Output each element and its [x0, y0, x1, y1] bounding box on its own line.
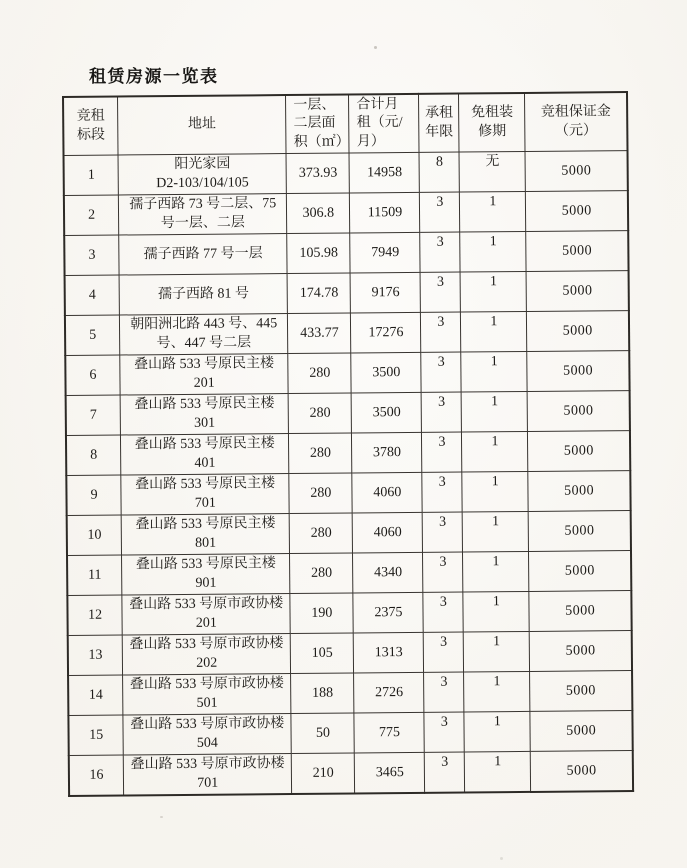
- cell-lease-years: 3: [420, 192, 460, 232]
- cell-deposit: 5000: [530, 671, 632, 712]
- table-header: [63, 92, 627, 156]
- cell-address: 朝阳洲北路 443 号、445 号、447 号二层: [120, 314, 288, 355]
- cell-lease-years: 3: [420, 232, 460, 272]
- cell-bid-no: 14: [68, 675, 123, 715]
- cell-free-period: 1: [463, 592, 529, 633]
- cell-lease-years: 3: [422, 432, 462, 472]
- table-row: [66, 391, 630, 436]
- table-row: [67, 591, 631, 636]
- cell-free-period: 1: [460, 232, 526, 273]
- cell-area: 210: [292, 753, 356, 794]
- cell-area: 280: [289, 513, 353, 554]
- cell-address: 叠山路 533 号原市政协楼 504: [123, 714, 291, 755]
- cell-deposit: 5000: [526, 191, 628, 232]
- header-bid-section: 竞租 标段: [63, 97, 118, 156]
- cell-rent: 2375: [353, 593, 423, 634]
- cell-bid-no: 3: [64, 235, 119, 275]
- table-row: [69, 751, 633, 796]
- cell-lease-years: 3: [420, 272, 460, 312]
- cell-bid-no: 5: [65, 315, 120, 355]
- cell-deposit: 5000: [525, 151, 627, 192]
- cell-address: 孺子西路 77 号一层: [119, 234, 287, 275]
- cell-address: 叠山路 533 号原民主楼 301: [120, 394, 288, 435]
- cell-address: 叠山路 533 号原民主楼 401: [121, 434, 289, 475]
- cell-rent: 4060: [353, 513, 423, 554]
- cell-free-period: 1: [461, 312, 527, 353]
- cell-rent: 7949: [350, 233, 420, 274]
- scan-speck: [500, 857, 503, 860]
- cell-rent: 4060: [352, 473, 422, 514]
- cell-address: 叠山路 533 号原民主楼 201: [120, 354, 288, 395]
- table-row: [64, 151, 628, 196]
- cell-deposit: 5000: [530, 711, 632, 752]
- page-title: 租赁房源一览表: [89, 67, 219, 86]
- cell-bid-no: 16: [69, 755, 124, 796]
- cell-address: 叠山路 533 号原市政协楼 701: [123, 754, 291, 796]
- cell-area: 280: [288, 393, 352, 434]
- cell-deposit: 5000: [527, 351, 629, 392]
- cell-area: 280: [289, 433, 353, 474]
- cell-deposit: 5000: [529, 551, 631, 592]
- cell-free-period: 1: [464, 672, 530, 713]
- cell-area: 50: [291, 713, 355, 754]
- table-row: [66, 471, 630, 516]
- cell-lease-years: 3: [423, 592, 463, 632]
- cell-bid-no: 2: [64, 195, 119, 235]
- cell-address: 叠山路 533 号原民主楼 801: [121, 514, 289, 555]
- cell-area: 280: [289, 473, 353, 514]
- table-row: [65, 271, 629, 316]
- cell-address: 孺子西路 81 号: [119, 274, 287, 315]
- scan-speck: [374, 46, 377, 49]
- cell-rent: 17276: [351, 313, 421, 354]
- header-floor-area: 一层、 二层面 积（㎡）: [286, 94, 350, 153]
- rental-table-wrap: [62, 91, 634, 797]
- header-address: 地址: [118, 95, 287, 155]
- cell-area: 373.93: [286, 153, 350, 194]
- cell-lease-years: 3: [424, 672, 464, 712]
- cell-deposit: 5000: [530, 631, 632, 672]
- cell-deposit: 5000: [526, 271, 628, 312]
- cell-address: 叠山路 533 号原民主楼 701: [121, 474, 289, 515]
- cell-bid-no: 9: [66, 475, 121, 515]
- cell-address: 叠山路 533 号原市政协楼 201: [122, 594, 290, 635]
- cell-rent: 14958: [349, 153, 419, 194]
- cell-deposit: 5000: [529, 511, 631, 552]
- cell-lease-years: 3: [422, 472, 462, 512]
- scan-speck: [160, 816, 163, 818]
- header-row: [63, 92, 627, 156]
- cell-lease-years: 3: [421, 392, 461, 432]
- cell-rent: 9176: [350, 273, 420, 314]
- cell-bid-no: 13: [68, 635, 123, 675]
- cell-free-period: 1: [465, 752, 531, 793]
- cell-deposit: 5000: [527, 311, 629, 352]
- cell-area: 190: [290, 593, 354, 634]
- cell-address: 叠山路 533 号原市政协楼 501: [123, 674, 291, 715]
- cell-rent: 11509: [350, 193, 420, 234]
- cell-bid-no: 11: [67, 555, 122, 595]
- cell-area: 280: [290, 553, 354, 594]
- cell-lease-years: 3: [423, 552, 463, 592]
- cell-address: 孺子西路 73 号二层、75 号一层、二层: [119, 194, 287, 235]
- cell-area: 105: [290, 633, 354, 674]
- cell-free-period: 1: [461, 392, 527, 433]
- table-row: [68, 671, 632, 716]
- cell-free-period: 无: [459, 152, 525, 193]
- cell-area: 433.77: [288, 313, 352, 354]
- table-row: [65, 351, 629, 396]
- table-row: [68, 711, 632, 756]
- cell-area: 105.98: [287, 233, 351, 274]
- cell-free-period: 1: [460, 192, 526, 233]
- cell-lease-years: 8: [419, 152, 459, 192]
- cell-lease-years: 3: [424, 712, 464, 752]
- table-body: [64, 151, 634, 796]
- cell-rent: 3780: [352, 433, 422, 474]
- cell-free-period: 1: [463, 512, 529, 553]
- table-row: [68, 631, 632, 676]
- cell-bid-no: 7: [66, 395, 121, 435]
- table-row: [64, 231, 628, 276]
- table-row: [67, 511, 631, 556]
- header-monthly-rent: 合计月 租（元/ 月）: [349, 94, 419, 154]
- cell-bid-no: 1: [64, 155, 119, 195]
- cell-rent: 2726: [354, 673, 424, 714]
- cell-deposit: 5000: [526, 231, 628, 272]
- cell-deposit: 5000: [528, 471, 630, 512]
- cell-free-period: 1: [463, 552, 529, 593]
- cell-area: 306.8: [287, 193, 351, 234]
- cell-deposit: 5000: [529, 591, 631, 632]
- cell-free-period: 1: [464, 712, 530, 753]
- header-rentfree-period: 免租装 修期: [459, 93, 525, 152]
- cell-bid-no: 8: [66, 435, 121, 475]
- cell-lease-years: 3: [424, 632, 464, 672]
- cell-address: 叠山路 533 号原市政协楼 202: [122, 634, 290, 675]
- cell-bid-no: 10: [67, 515, 122, 555]
- cell-rent: 1313: [354, 633, 424, 674]
- cell-lease-years: 3: [423, 512, 463, 552]
- cell-lease-years: 3: [421, 312, 461, 352]
- rental-table: [62, 91, 634, 797]
- cell-free-period: 1: [462, 472, 528, 513]
- table-row: [67, 551, 631, 596]
- cell-free-period: 1: [460, 272, 526, 313]
- cell-deposit: 5000: [527, 391, 629, 432]
- cell-free-period: 1: [461, 352, 527, 393]
- cell-rent: 775: [354, 713, 424, 754]
- cell-address: 叠山路 533 号原民主楼 901: [122, 554, 290, 595]
- cell-area: 188: [291, 673, 355, 714]
- table-row: [64, 191, 628, 236]
- cell-deposit: 5000: [528, 431, 630, 472]
- cell-deposit: 5000: [531, 751, 633, 792]
- header-lease-term: 承租 年限: [419, 94, 460, 153]
- cell-free-period: 1: [462, 432, 528, 473]
- cell-rent: 3465: [355, 753, 425, 794]
- cell-address: 阳光家园 D2-103/104/105: [118, 154, 286, 195]
- cell-rent: 4340: [353, 553, 423, 594]
- cell-area: 174.78: [287, 273, 351, 314]
- cell-bid-no: 12: [67, 595, 122, 635]
- cell-bid-no: 15: [68, 715, 123, 755]
- cell-area: 280: [288, 353, 352, 394]
- cell-free-period: 1: [464, 632, 530, 673]
- cell-lease-years: 3: [425, 752, 465, 793]
- table-row: [65, 311, 629, 356]
- header-bid-deposit: 竞租保证金 （元）: [525, 92, 628, 152]
- cell-lease-years: 3: [421, 352, 461, 392]
- cell-rent: 3500: [351, 353, 421, 394]
- cell-rent: 3500: [352, 393, 422, 434]
- cell-bid-no: 4: [65, 275, 120, 315]
- cell-bid-no: 6: [65, 355, 120, 395]
- table-row: [66, 431, 630, 476]
